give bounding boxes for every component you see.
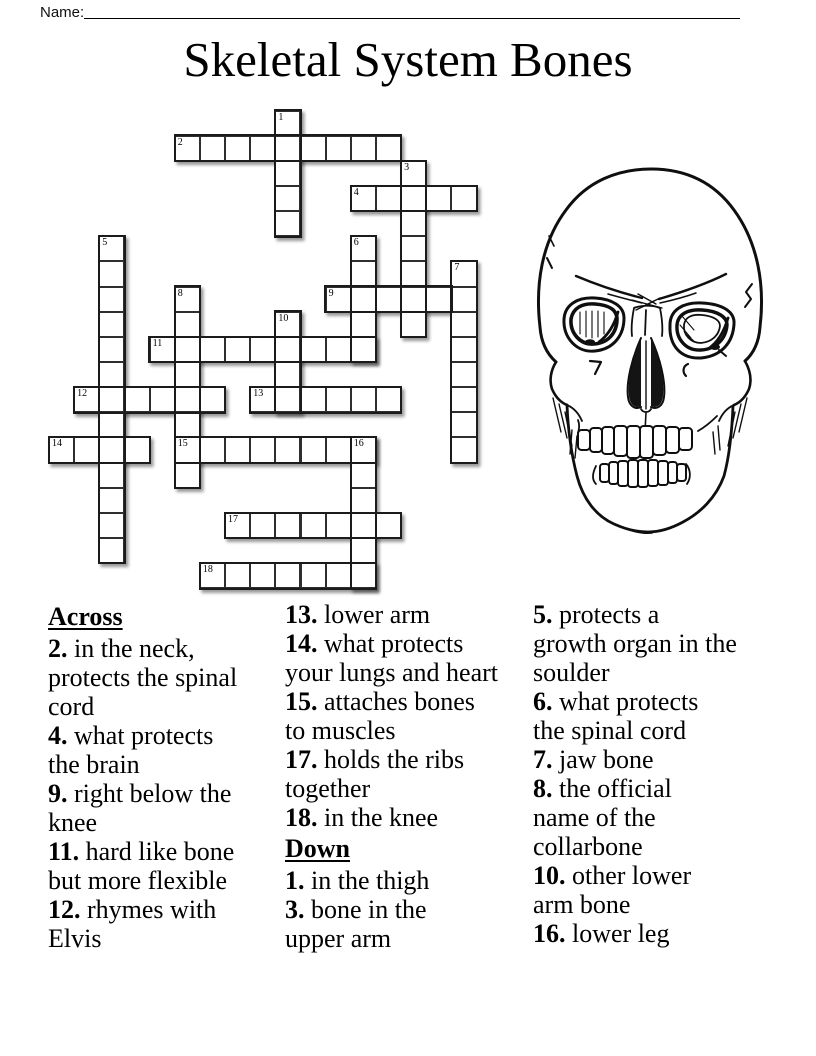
grid-cell-r6-c2[interactable] xyxy=(98,260,125,287)
grid-cell-r13-c2[interactable] xyxy=(98,436,125,463)
grid-cell-r1-c11[interactable] xyxy=(325,135,352,162)
clue-5: 5. protects a growth organ in the soulder xyxy=(533,600,737,687)
skull-svg xyxy=(520,158,780,548)
grid-cell-r10-c5[interactable] xyxy=(174,361,201,388)
clue-number-4: 4 xyxy=(353,186,359,198)
clue-9: 9. right below the knee xyxy=(48,779,232,837)
grid-cell-r13-c1[interactable] xyxy=(73,436,100,463)
clue-4: 4. what protects the brain xyxy=(48,721,214,779)
grid-cell-r5-c14[interactable] xyxy=(400,235,427,262)
grid-cell-r13-c5[interactable] xyxy=(174,436,201,463)
clue-13: 13. lower arm xyxy=(285,600,431,629)
grid-cell-r3-c15[interactable] xyxy=(425,185,452,212)
grid-cell-r13-c8[interactable] xyxy=(249,436,276,463)
grid-cell-r9-c11[interactable] xyxy=(325,336,352,363)
name-blank-line[interactable] xyxy=(84,2,740,19)
grid-cell-r3-c12[interactable] xyxy=(350,185,377,212)
grid-cell-r16-c11[interactable] xyxy=(325,512,352,539)
clue-11: 11. hard like bone but more flexible xyxy=(48,837,235,895)
grid-cell-r2-c9[interactable] xyxy=(274,160,301,187)
grid-cell-r11-c3[interactable] xyxy=(123,386,150,413)
grid-cell-r1-c9[interactable] xyxy=(274,135,301,162)
grid-cell-r18-c10[interactable] xyxy=(300,562,327,589)
clue-number-5: 5 xyxy=(102,237,108,249)
clue-12: 12. rhymes with Elvis xyxy=(48,895,217,953)
grid-cell-r9-c8[interactable] xyxy=(249,336,276,363)
grid-cell-r13-c3[interactable] xyxy=(123,436,150,463)
grid-cell-r9-c5[interactable] xyxy=(174,336,201,363)
grid-cell-r16-c9[interactable] xyxy=(274,512,301,539)
clue-number-16: 16 xyxy=(353,438,364,450)
grid-cell-r8-c14[interactable] xyxy=(400,311,427,338)
grid-cell-r1-c7[interactable] xyxy=(224,135,251,162)
clue-number-7: 7 xyxy=(454,262,460,274)
grid-cell-r15-c2[interactable] xyxy=(98,487,125,514)
clues-column-3 xyxy=(533,600,737,948)
grid-cell-r8-c9[interactable] xyxy=(274,311,301,338)
clue-number-11: 11 xyxy=(152,337,163,349)
grid-cell-r11-c9[interactable] xyxy=(274,386,301,413)
grid-cell-r11-c12[interactable] xyxy=(350,386,377,413)
grid-cell-r13-c9[interactable] xyxy=(274,436,301,463)
grid-cell-r11-c5[interactable] xyxy=(174,386,201,413)
grid-cell-r17-c12[interactable] xyxy=(350,537,377,564)
grid-cell-r5-c12[interactable] xyxy=(350,235,377,262)
clue-10: 10. other lower arm bone xyxy=(533,861,692,919)
grid-cell-r18-c7[interactable] xyxy=(224,562,251,589)
grid-cell-r18-c11[interactable] xyxy=(325,562,352,589)
clue-18: 18. in the knee xyxy=(285,803,439,832)
grid-cell-r11-c8[interactable] xyxy=(249,386,276,413)
grid-cell-r18-c6[interactable] xyxy=(199,562,226,589)
clue-number-13: 13 xyxy=(253,388,264,400)
clues-heading-down: Down xyxy=(285,834,351,863)
grid-cell-r16-c12[interactable] xyxy=(350,512,377,539)
page-title: Skeletal System Bones xyxy=(183,32,633,87)
grid-cell-r18-c9[interactable] xyxy=(274,562,301,589)
grid-cell-r3-c13[interactable] xyxy=(375,185,402,212)
grid-cell-r11-c6[interactable] xyxy=(199,386,226,413)
grid-cell-r9-c4[interactable] xyxy=(149,336,176,363)
clue-number-3: 3 xyxy=(404,161,410,173)
grid-cell-r16-c2[interactable] xyxy=(98,512,125,539)
grid-cell-r11-c16[interactable] xyxy=(450,386,477,413)
grid-cell-r9-c12[interactable] xyxy=(350,336,377,363)
grid-cell-r13-c7[interactable] xyxy=(224,436,251,463)
clue-number-6: 6 xyxy=(353,237,359,249)
grid-cell-r5-c2[interactable] xyxy=(98,235,125,262)
grid-cell-r11-c2[interactable] xyxy=(98,386,125,413)
grid-cell-r6-c16[interactable] xyxy=(450,260,477,287)
grid-cell-r18-c8[interactable] xyxy=(249,562,276,589)
clue-16: 16. lower leg xyxy=(533,919,670,948)
grid-cell-r7-c2[interactable] xyxy=(98,286,125,313)
grid-cell-r18-c12[interactable] xyxy=(350,562,377,589)
grid-cell-r8-c12[interactable] xyxy=(350,311,377,338)
grid-cell-r7-c12[interactable] xyxy=(350,286,377,313)
grid-cell-r14-c2[interactable] xyxy=(98,462,125,489)
grid-cell-r14-c12[interactable] xyxy=(350,462,377,489)
grid-cell-r1-c8[interactable] xyxy=(249,135,276,162)
grid-cell-r8-c16[interactable] xyxy=(450,311,477,338)
clue-6: 6. what protects the spinal cord xyxy=(533,687,699,745)
clue-1: 1. in the thigh xyxy=(285,866,430,895)
grid-cell-r15-c12[interactable] xyxy=(350,487,377,514)
clue-2: 2. in the neck, protects the spinal cord xyxy=(48,634,238,721)
grid-cell-r4-c9[interactable] xyxy=(274,210,301,237)
grid-cell-r1-c13[interactable] xyxy=(375,135,402,162)
grid-cell-r13-c6[interactable] xyxy=(199,436,226,463)
grid-cell-r16-c7[interactable] xyxy=(224,512,251,539)
grid-cell-r9-c16[interactable] xyxy=(450,336,477,363)
grid-cell-r7-c14[interactable] xyxy=(400,286,427,313)
grid-cell-r10-c9[interactable] xyxy=(274,361,301,388)
clue-number-2: 2 xyxy=(177,136,183,148)
grid-cell-r11-c11[interactable] xyxy=(325,386,352,413)
grid-cell-r4-c14[interactable] xyxy=(400,210,427,237)
grid-cell-r7-c11[interactable] xyxy=(325,286,352,313)
grid-cell-r3-c16[interactable] xyxy=(450,185,477,212)
clue-number-15: 15 xyxy=(177,438,188,450)
grid-cell-r6-c14[interactable] xyxy=(400,260,427,287)
grid-cell-r9-c2[interactable] xyxy=(98,336,125,363)
grid-cell-r9-c6[interactable] xyxy=(199,336,226,363)
clues-heading-across: Across xyxy=(48,602,123,631)
clues-column-1 xyxy=(48,600,237,953)
clue-3: 3. bone in the upper arm xyxy=(285,895,427,953)
grid-cell-r8-c2[interactable] xyxy=(98,311,125,338)
grid-cell-r9-c10[interactable] xyxy=(300,336,327,363)
grid-cell-r16-c10[interactable] xyxy=(300,512,327,539)
grid-cell-r2-c14[interactable] xyxy=(400,160,427,187)
grid-cell-r1-c6[interactable] xyxy=(199,135,226,162)
grid-cell-r11-c4[interactable] xyxy=(149,386,176,413)
grid-cell-r17-c2[interactable] xyxy=(98,537,125,564)
clue-7: 7. jaw bone xyxy=(533,745,654,774)
grid-cell-r11-c13[interactable] xyxy=(375,386,402,413)
grid-cell-r3-c14[interactable] xyxy=(400,185,427,212)
grid-cell-r10-c2[interactable] xyxy=(98,361,125,388)
grid-cell-r7-c15[interactable] xyxy=(425,286,452,313)
grid-cell-r1-c10[interactable] xyxy=(300,135,327,162)
clue-number-1: 1 xyxy=(278,111,284,123)
grid-cell-r7-c13[interactable] xyxy=(375,286,402,313)
grid-cell-r13-c11[interactable] xyxy=(325,436,352,463)
grid-cell-r7-c16[interactable] xyxy=(450,286,477,313)
grid-cell-r9-c9[interactable] xyxy=(274,336,301,363)
clue-number-8: 8 xyxy=(177,287,183,299)
grid-cell-r1-c12[interactable] xyxy=(350,135,377,162)
clue-number-18: 18 xyxy=(202,564,213,576)
grid-cell-r8-c5[interactable] xyxy=(174,311,201,338)
clue-15: 15. attaches bones to muscles xyxy=(285,687,475,745)
grid-cell-r13-c16[interactable] xyxy=(450,436,477,463)
clue-8: 8. the official name of the collarbone xyxy=(533,774,672,861)
grid-cell-r14-c5[interactable] xyxy=(174,462,201,489)
clue-number-17: 17 xyxy=(228,513,239,525)
clues-column-2 xyxy=(285,600,498,953)
clue-number-10: 10 xyxy=(278,312,289,324)
grid-cell-r16-c8[interactable] xyxy=(249,512,276,539)
grid-cell-r12-c5[interactable] xyxy=(174,411,201,438)
grid-cell-r1-c5[interactable] xyxy=(174,135,201,162)
clue-14: 14. what protects your lungs and heart xyxy=(285,629,499,687)
grid-cell-r9-c7[interactable] xyxy=(224,336,251,363)
grid-cell-r3-c9[interactable] xyxy=(274,185,301,212)
grid-cell-r16-c13[interactable] xyxy=(375,512,402,539)
grid-cell-r7-c5[interactable] xyxy=(174,286,201,313)
grid-cell-r13-c10[interactable] xyxy=(300,436,327,463)
grid-cell-r10-c16[interactable] xyxy=(450,361,477,388)
name-label: Name: xyxy=(40,4,85,21)
grid-cell-r11-c10[interactable] xyxy=(300,386,327,413)
clue-17: 17. holds the ribs together xyxy=(285,745,465,803)
skull-illustration xyxy=(520,158,780,548)
clue-number-14: 14 xyxy=(52,438,62,450)
grid-cell-r6-c12[interactable] xyxy=(350,260,377,287)
clue-number-12: 12 xyxy=(77,388,88,400)
grid-cell-r13-c12[interactable] xyxy=(350,436,377,463)
grid-cell-r0-c9[interactable] xyxy=(274,110,301,137)
grid-cell-r12-c16[interactable] xyxy=(450,411,477,438)
clue-number-9: 9 xyxy=(328,287,334,299)
grid-cell-r12-c2[interactable] xyxy=(98,411,125,438)
grid-cell-r11-c1[interactable] xyxy=(73,386,100,413)
grid-cell-r13-c0[interactable] xyxy=(48,436,75,463)
